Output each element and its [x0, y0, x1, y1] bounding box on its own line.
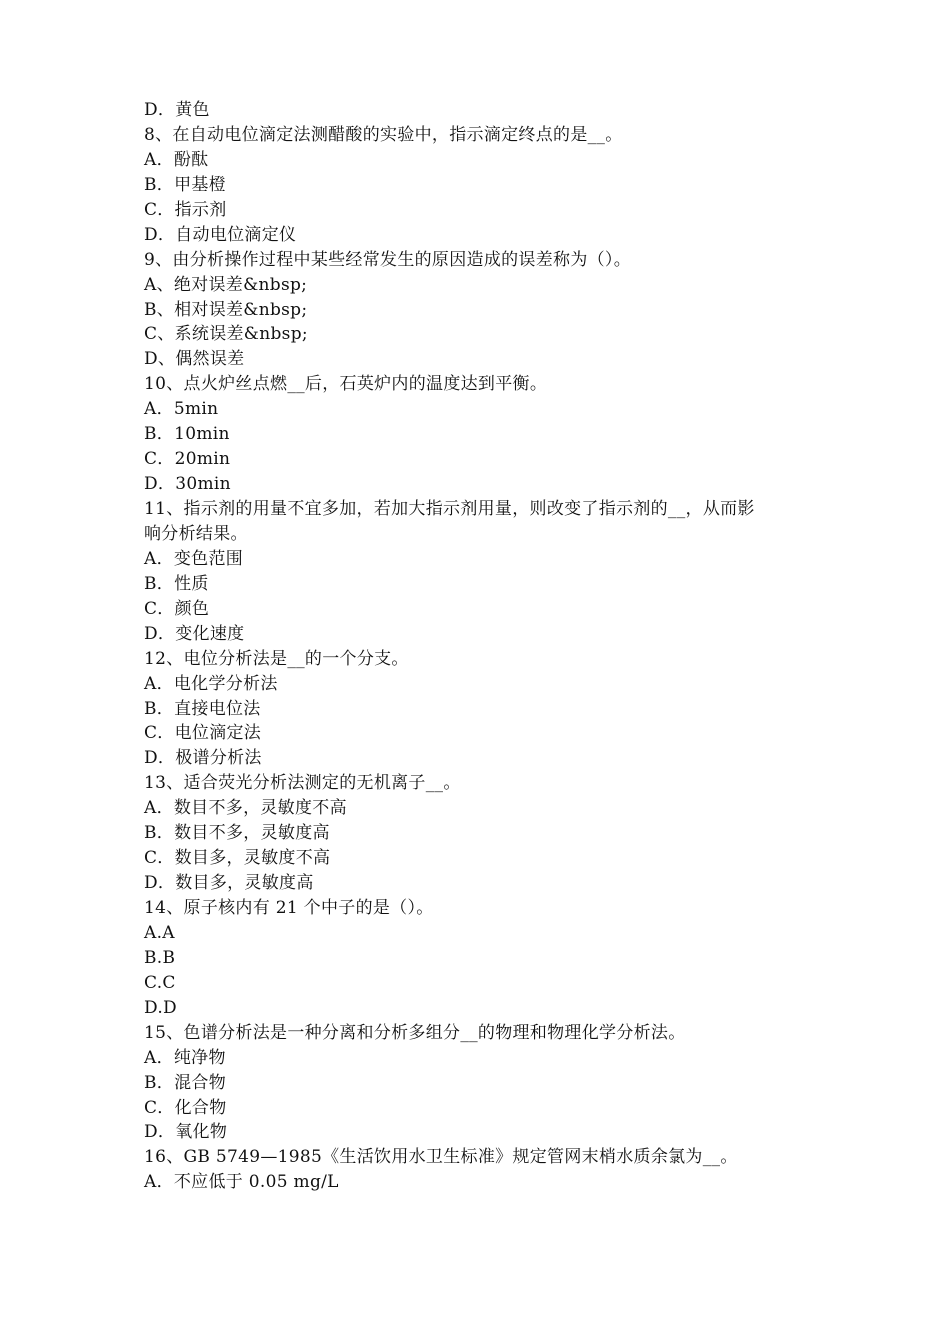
text-line: B．10min [144, 424, 230, 445]
text-line: A．纯净物 [144, 1047, 226, 1068]
text-line: B．直接电位法 [144, 698, 261, 719]
text-line: 9、由分析操作过程中某些经常发生的原因造成的误差称为（）。 [144, 249, 632, 270]
text-line: D．变化速度 [144, 623, 245, 644]
text-line: C．化合物 [144, 1097, 227, 1118]
text-line: A.A [144, 922, 175, 943]
text-line: 13、适合荧光分析法测定的无机离子__。 [144, 773, 461, 794]
text-line: B．甲基橙 [144, 174, 226, 195]
text-line: C．指示剂 [144, 199, 227, 220]
text-line: B．混合物 [144, 1072, 226, 1093]
text-line: A．数目不多，灵敏度不高 [144, 798, 347, 819]
text-line: A．不应低于 0.05 mg/L [144, 1172, 339, 1193]
text-line: C．20min [144, 449, 231, 470]
text-line: A．酚酞 [144, 149, 209, 170]
text-line: 响分析结果。 [144, 523, 248, 544]
text-line: A．变色范围 [144, 548, 244, 569]
text-line: 14、原子核内有 21 个中子的是（）。 [144, 898, 434, 918]
text-line: B．数目不多，灵敏度高 [144, 823, 330, 844]
text-line: D.D [144, 997, 177, 1018]
text-line: 12、电位分析法是__的一个分支。 [144, 648, 409, 669]
text-line: C、系统误差&nbsp; [144, 324, 308, 345]
text-line: D．氧化物 [144, 1122, 228, 1143]
text-line: B．性质 [144, 573, 209, 594]
text-line: 8、在自动电位滴定法测醋酸的实验中，指示滴定终点的是__。 [144, 124, 623, 145]
text-line: 16、GB 5749—1985《生活饮用水卫生标准》规定管网末梢水质余氯为__。 [144, 1147, 738, 1168]
text-line: 15、色谱分析法是一种分离和分析多组分__的物理和物理化学分析法。 [144, 1022, 686, 1043]
text-line: D、偶然误差 [144, 349, 245, 370]
text-line: C．电位滴定法 [144, 723, 262, 744]
text-line: D．极谱分析法 [144, 748, 262, 769]
text-line: A．电化学分析法 [144, 673, 278, 694]
text-line: 10、点火炉丝点燃__后，石英炉内的温度达到平衡。 [144, 374, 548, 395]
text-line: D．自动电位滴定仪 [144, 224, 297, 245]
text-line: A、绝对误差&nbsp; [144, 274, 308, 295]
text-line: D．数目多，灵敏度高 [144, 873, 314, 894]
document-body [144, 98, 824, 1195]
text-line: C.C [144, 972, 176, 993]
text-line: A．5min [144, 399, 219, 420]
text-line: C．数目多，灵敏度不高 [144, 848, 331, 869]
text-line: B、相对误差&nbsp; [144, 299, 308, 320]
text-line: D．黄色 [144, 100, 210, 120]
text-line: 11、指示剂的用量不宜多加，若加大指示剂用量，则改变了指示剂的__，从而影 [144, 499, 755, 519]
text-line: D．30min [144, 474, 231, 495]
text-line: B.B [144, 947, 176, 968]
text-line: C．颜色 [144, 598, 210, 619]
